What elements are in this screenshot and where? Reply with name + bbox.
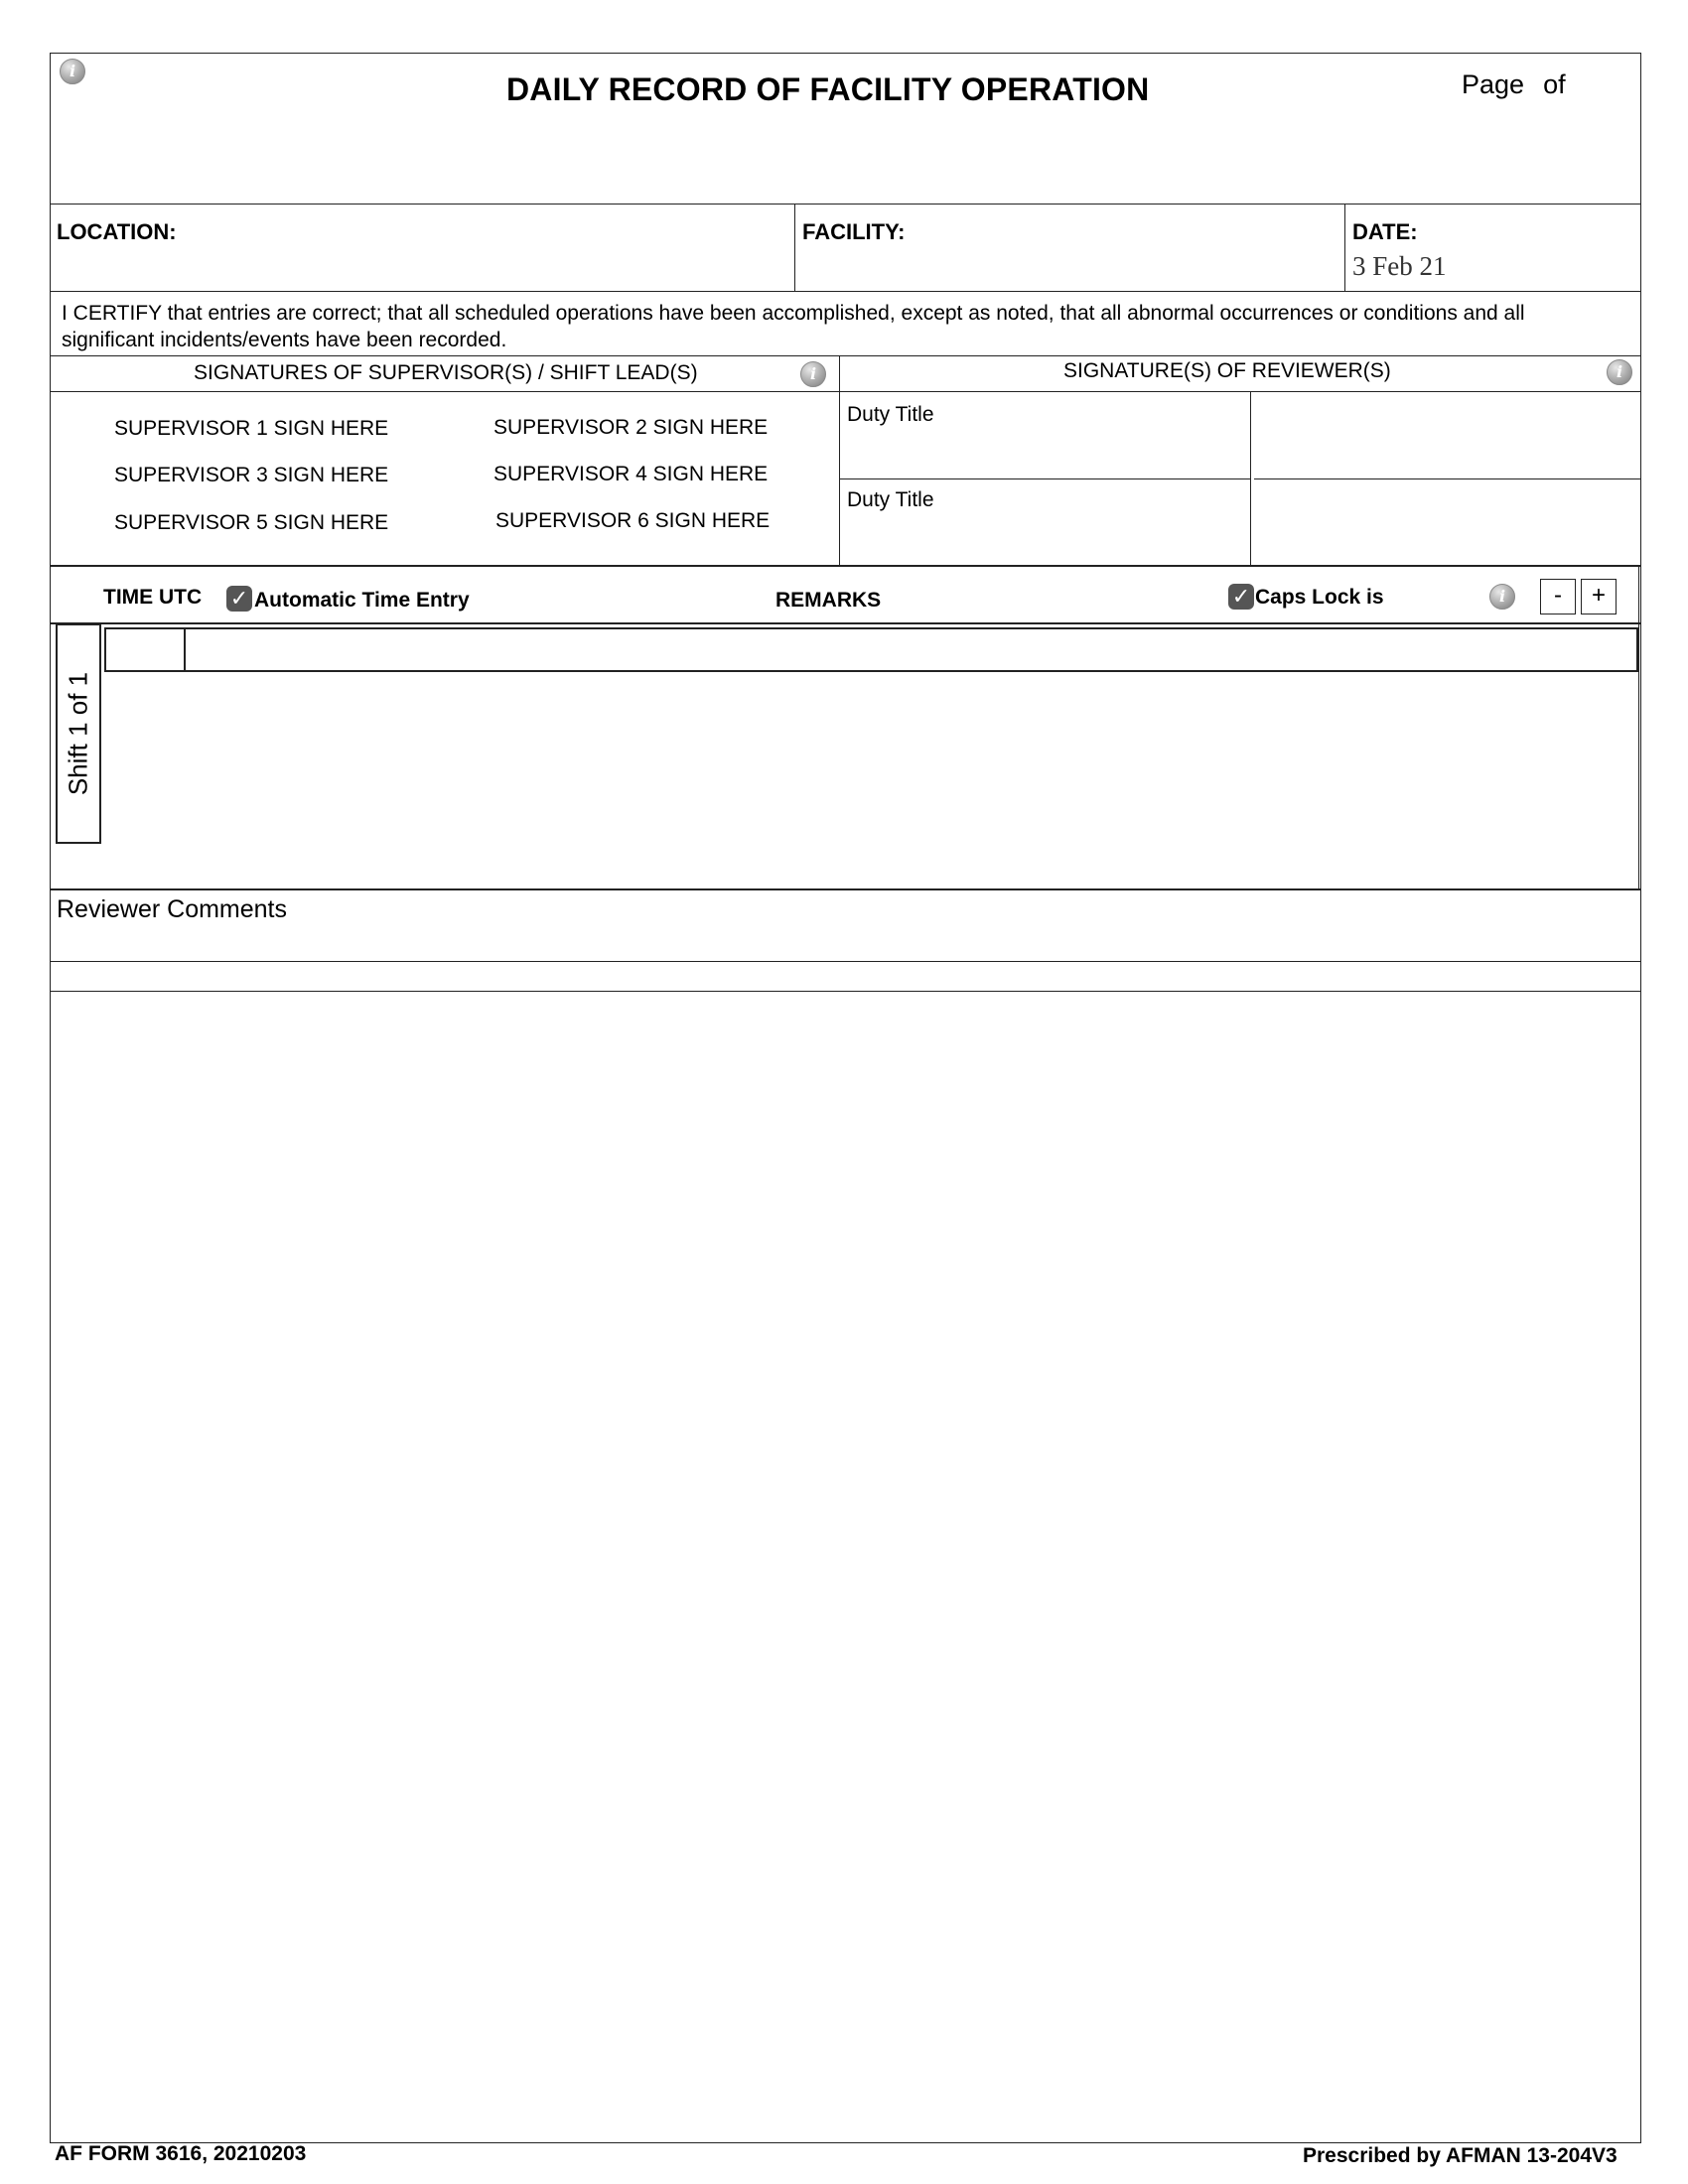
auto-time-checkbox[interactable] (226, 586, 252, 612)
info-icon[interactable]: i (1489, 584, 1515, 610)
date-label: DATE: (1352, 219, 1418, 244)
divider (1638, 565, 1639, 889)
entry-remarks-field[interactable] (186, 629, 1636, 670)
divider (839, 478, 1250, 479)
date-field[interactable]: 3 Feb 21 (1352, 251, 1447, 281)
supervisor-1-signature[interactable]: SUPERVISOR 1 SIGN HERE (114, 417, 389, 440)
info-icon[interactable]: i (1607, 359, 1632, 385)
remarks-header: REMARKS (775, 589, 882, 612)
supervisor-2-signature[interactable]: SUPERVISOR 2 SIGN HERE (493, 416, 769, 439)
form-id: AF FORM 3616, 20210203 (55, 2142, 307, 2165)
supervisor-4-signature[interactable]: SUPERVISOR 4 SIGN HERE (493, 463, 769, 485)
caps-lock-checkbox[interactable] (1228, 584, 1254, 610)
divider (794, 204, 795, 291)
divider (1344, 204, 1345, 291)
reviewer-2-signature[interactable] (1253, 482, 1638, 564)
location-field[interactable] (57, 248, 781, 286)
shift-label: Shift 1 of 1 (63, 671, 93, 796)
auto-time-label: Automatic Time Entry (254, 589, 470, 612)
divider (50, 291, 1641, 292)
shift-tab (56, 623, 101, 844)
supervisors-header: SIGNATURES OF SUPERVISOR(S) / SHIFT LEAD(S) (194, 361, 698, 384)
remove-entry-button[interactable]: - (1540, 579, 1576, 614)
reviewer-comments-label: Reviewer Comments (57, 895, 288, 923)
reviewers-header: SIGNATURE(S) OF REVIEWER(S) (1063, 359, 1391, 382)
divider (50, 991, 1641, 992)
entry-time-field[interactable] (106, 629, 186, 670)
page-indicator (1462, 69, 1566, 100)
reviewer-1-signature[interactable] (1253, 395, 1638, 477)
divider (50, 204, 1641, 205)
divider (50, 565, 1641, 567)
info-icon[interactable]: i (60, 59, 85, 84)
checkmark-icon: ✓ (1231, 584, 1251, 609)
info-icon[interactable]: i (800, 361, 826, 387)
divider (1250, 391, 1251, 566)
certification-text: I CERTIFY that entries are correct; that all scheduled operations have been accomplished, except as noted, that all abnormal occurrences or conditions and all significant incidents/events have been recorded. (62, 302, 1525, 351)
time-utc-header: TIME UTC (103, 586, 203, 609)
prescribed-by: Prescribed by AFMAN 13-204V3 (1303, 2144, 1618, 2167)
table-row (104, 627, 1638, 672)
divider (50, 961, 1641, 962)
checkmark-icon: ✓ (229, 586, 249, 611)
page-label: Page (1462, 69, 1525, 99)
divider (839, 355, 840, 566)
facility-label: FACILITY: (802, 219, 906, 244)
divider (50, 622, 1641, 624)
reviewer-2-duty-title[interactable]: Duty Title (847, 488, 934, 511)
page-of-label: of (1543, 69, 1566, 99)
supervisor-5-signature[interactable]: SUPERVISOR 5 SIGN HERE (114, 511, 389, 534)
facility-field[interactable] (802, 248, 1334, 286)
supervisor-6-signature[interactable]: SUPERVISOR 6 SIGN HERE (495, 509, 771, 532)
caps-lock-label: Caps Lock is (1255, 586, 1384, 609)
reviewer-comments-field[interactable] (52, 963, 1638, 991)
supervisor-3-signature[interactable]: SUPERVISOR 3 SIGN HERE (114, 464, 389, 486)
form-title: DAILY RECORD OF FACILITY OPERATION (506, 71, 1150, 107)
reviewer-1-duty-title[interactable]: Duty Title (847, 403, 934, 426)
divider (1254, 478, 1641, 479)
divider (50, 355, 1641, 356)
location-label: LOCATION: (57, 219, 177, 244)
divider (50, 391, 1641, 392)
divider (50, 888, 1641, 890)
add-entry-button[interactable]: + (1581, 579, 1617, 614)
